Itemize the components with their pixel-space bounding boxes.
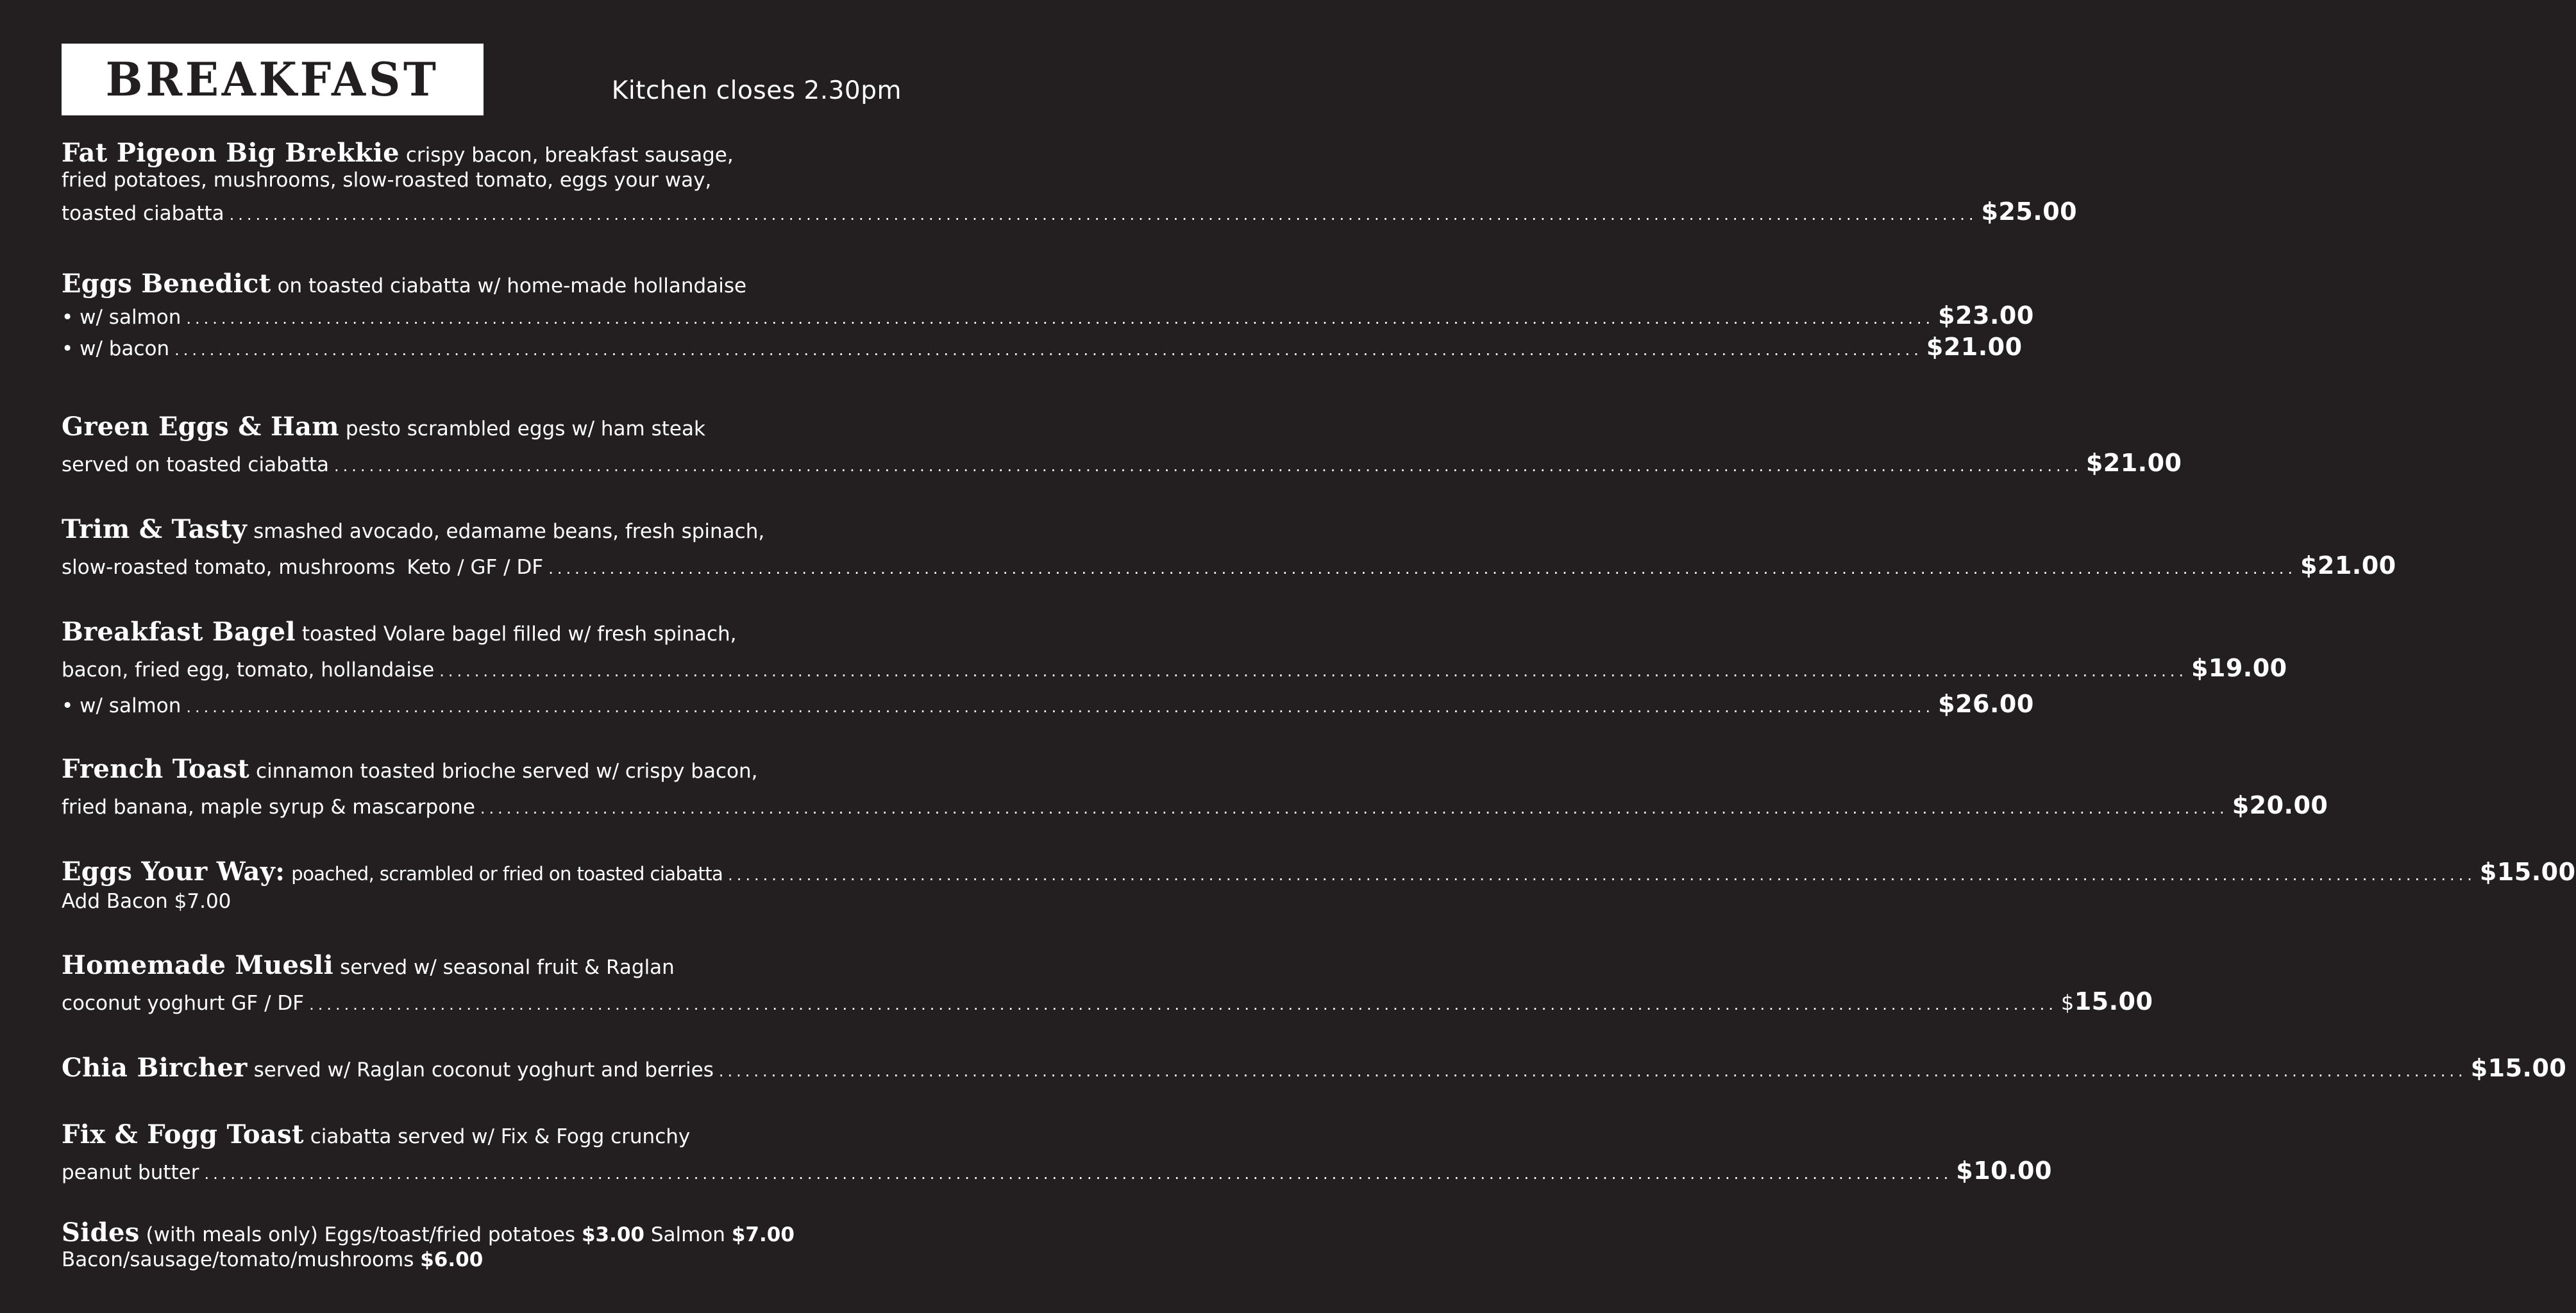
menu-title: BREAKFAST <box>105 52 439 106</box>
menu-item-sides <box>62 1219 902 1273</box>
menu-item-eggs-benedict <box>62 269 2034 361</box>
item-line <box>62 512 902 548</box>
item-description: fried banana, maple syrup & mascarpone <box>62 796 475 819</box>
item-line <box>62 948 902 983</box>
price-symbol: $ <box>2060 991 2075 1015</box>
item-line <box>62 409 902 445</box>
menu-item-breakfast-bagel <box>62 614 2287 722</box>
item-line <box>62 1153 2052 1189</box>
item-name: Eggs Your Way: <box>62 857 285 887</box>
item-price: $19.00 <box>2191 654 2287 682</box>
item-name: Trim & Tasty <box>62 514 248 544</box>
item-description: fried potatoes, mushrooms, slow-roasted tomato, eggs your way, <box>62 169 712 192</box>
item-description: bacon, fried egg, tomato, hollandaise <box>62 658 435 682</box>
item-option <box>62 686 2034 722</box>
item-line <box>62 890 902 913</box>
option-label: • w/ bacon <box>62 337 170 360</box>
item-description: served w/ seasonal fruit & Raglan <box>340 956 675 979</box>
item-description: crispy bacon, breakfast sausage, <box>405 144 734 167</box>
sides-text: Bacon/sausage/tomato/mushrooms <box>62 1248 414 1271</box>
dot-leader: ........................................................................................................................................................................................................ <box>548 560 2296 578</box>
item-line <box>62 445 2182 481</box>
item-line <box>62 140 902 167</box>
item-description: peanut butter <box>62 1161 199 1184</box>
item-line <box>62 787 2328 823</box>
item-price: $21.00 <box>2300 551 2396 580</box>
item-description: served w/ Raglan coconut yoghurt and berries <box>253 1058 714 1082</box>
item-price <box>2061 983 2153 1021</box>
item-price: $21.00 <box>2085 449 2182 477</box>
dot-leader: ........................................................................................................................................................................................................ <box>728 866 2476 884</box>
item-description: poached, scrambled or fried on toasted ciabatta <box>291 863 723 885</box>
item-line <box>62 1219 902 1246</box>
item-name: Chia Bircher <box>62 1053 248 1083</box>
price-value: 15.00 <box>2074 987 2153 1016</box>
item-name: Eggs Benedict <box>62 269 271 299</box>
menu-item-trim-tasty <box>62 512 2396 583</box>
item-price: $26.00 <box>1938 690 2034 718</box>
breakfast-menu <box>62 0 2576 1313</box>
item-name: Fat Pigeon Big Brekkie <box>62 138 400 168</box>
item-price: $15.00 <box>2479 858 2576 886</box>
item-name: Sides <box>62 1217 140 1248</box>
item-option <box>62 333 2023 361</box>
item-line <box>62 194 2078 230</box>
item-description: slow-roasted tomato, mushrooms <box>62 556 396 579</box>
item-line <box>62 271 902 297</box>
item-line <box>62 650 2287 686</box>
item-price: $23.00 <box>1938 301 2034 330</box>
dot-leader: ........................................................................................................................................................................................................ <box>334 457 2082 475</box>
dot-leader: ........................................................................................................................................................................................................ <box>439 662 2187 680</box>
item-price: $20.00 <box>2232 791 2328 819</box>
item-line <box>62 614 902 650</box>
item-line <box>62 167 902 194</box>
dot-leader: ........................................................................................................................................................................................................ <box>309 996 2057 1014</box>
item-line <box>62 1246 902 1273</box>
menu-title-box <box>62 44 484 115</box>
sides-price: $7.00 <box>731 1223 795 1246</box>
sides-text: Salmon <box>650 1223 725 1246</box>
dot-leader: ........................................................................................................................................................................................................ <box>186 310 1935 328</box>
menu-item-french-toast <box>62 751 2328 823</box>
item-line <box>62 751 902 787</box>
item-price: $21.00 <box>1926 333 2023 361</box>
item-line <box>62 1117 902 1153</box>
item-name: Homemade Muesli <box>62 950 334 980</box>
item-name: French Toast <box>62 754 250 784</box>
item-name: Breakfast Bagel <box>62 617 296 647</box>
option-label: • w/ salmon <box>62 694 181 717</box>
dot-leader: ........................................................................................................................................................................................................ <box>229 206 1978 224</box>
sides-price: $3.00 <box>581 1223 644 1246</box>
item-description: on toasted ciabatta w/ home-made hollandaise <box>277 274 747 297</box>
item-line <box>62 983 2153 1019</box>
item-description: toasted ciabatta <box>62 202 224 225</box>
option-label: • w/ salmon <box>62 306 181 329</box>
item-name: Green Eggs & Ham <box>62 412 339 442</box>
menu-item-muesli <box>62 948 2153 1019</box>
item-description: served on toasted ciabatta <box>62 453 330 476</box>
menu-item-eggs-your-way <box>62 854 2576 913</box>
item-price: $15.00 <box>2470 1054 2567 1082</box>
item-line <box>62 854 2576 890</box>
sides-price: $6.00 <box>420 1248 484 1271</box>
kitchen-hours: Kitchen closes 2.30pm <box>611 76 902 105</box>
item-description: ciabatta served w/ Fix & Fogg crunchy <box>310 1125 691 1148</box>
sides-text: (with meals only) Eggs/toast/fried potatoes <box>146 1223 576 1246</box>
dot-leader: ........................................................................................................................................................................................................ <box>174 341 1923 359</box>
menu-item-big-brekkie <box>62 138 2078 230</box>
addon-text: Add Bacon $7.00 <box>62 890 232 913</box>
item-description: coconut yoghurt GF / DF <box>62 992 305 1015</box>
item-description: smashed avocado, edamame beans, fresh spinach, <box>253 520 765 543</box>
item-description: toasted Volare bagel filled w/ fresh spinach, <box>301 623 737 646</box>
dot-leader: ........................................................................................................................................................................................................ <box>204 1165 1953 1183</box>
item-price: $25.00 <box>1981 197 2078 226</box>
item-description: cinnamon toasted brioche served w/ crispy bacon, <box>256 760 758 783</box>
dot-leader: ........................................................................................................................................................................................................ <box>480 799 2228 817</box>
item-line <box>62 1050 2567 1086</box>
item-name: Fix & Fogg Toast <box>62 1119 304 1150</box>
dot-leader: ........................................................................................................................................................................................................ <box>186 698 1935 716</box>
menu-item-chia-bircher <box>62 1050 2567 1086</box>
menu-item-green-eggs <box>62 409 2182 481</box>
dietary-tags: Keto / GF / DF <box>407 556 544 579</box>
item-option <box>62 297 2034 333</box>
item-description: pesto scrambled eggs w/ ham steak <box>345 417 705 440</box>
dot-leader: ........................................................................................................................................................................................................ <box>718 1062 2467 1080</box>
menu-item-fix-fogg <box>62 1117 2052 1189</box>
item-line <box>62 548 2396 583</box>
item-price: $10.00 <box>1956 1157 2052 1185</box>
